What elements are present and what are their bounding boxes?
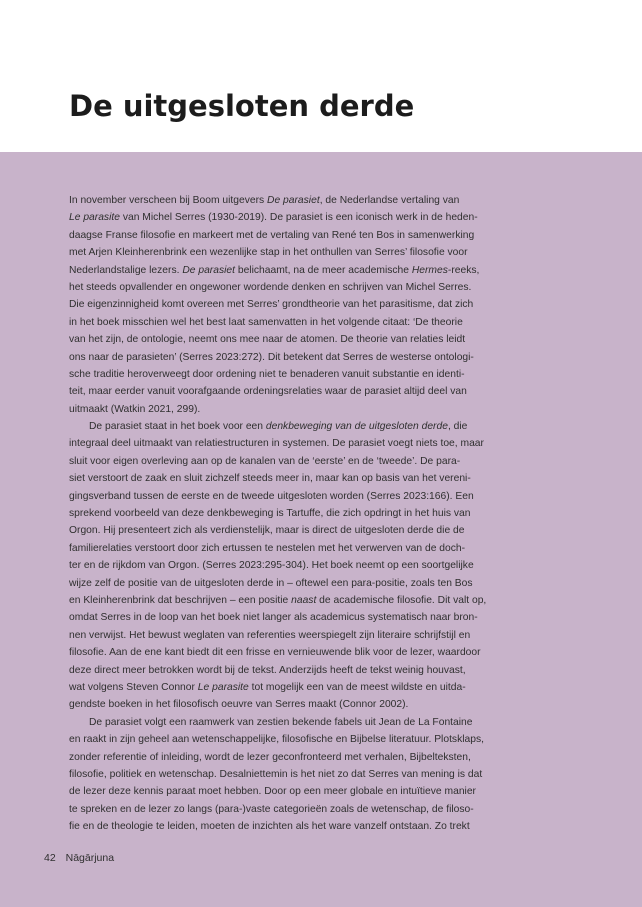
text-line: omdat Serres in de loop van het boek niet langer als academicus systematisch naar bron- xyxy=(69,612,478,624)
page-footer xyxy=(44,852,121,864)
text-line: de lezer deze kennis paraat moet hebben. Door op een meer globale en intuïtieve manier xyxy=(69,786,476,798)
text-line: sche traditie heroverweegt door ordening niet te benaderen vanuit substantie en identi- xyxy=(69,368,465,380)
article-body xyxy=(69,192,579,835)
text-line: sluit voor eigen overleving aan op de kanalen van de ‘eerste’ en de ‘tweede’. De para- xyxy=(69,455,461,467)
text-line: sprekend voorbeeld van deze denkbeweging is Tartuffe, die zich opdringt in het huis van xyxy=(69,508,471,520)
text-line: filosofie, politiek en wetenschap. Desalniettemin is het niet zo dat Serres van mening is dat xyxy=(69,768,483,780)
running-head: Nāgārjuna xyxy=(65,852,115,864)
text-line: te spreken en de lezer zo langs (para-)vaste categorieën zoals de wetenschap, de filoso- xyxy=(69,803,474,815)
title-band xyxy=(0,0,642,152)
text-line: in het boek misschien wel het best laat samenvatten in het volgende citaat: ‘De theorie xyxy=(69,316,463,328)
text-line: siet verstoort de zaak en sluit zichzelf steeds meer in, maar kan op basis van het vereni- xyxy=(69,473,471,485)
text-line: teit, maar eerder vanuit voorafgaande ordeningsrelaties waar de parasiet altijd deel van xyxy=(69,386,467,398)
text-line: en Kleinherenbrink dat beschrijven – een positie naast de academische filosofie. Dit valt op, xyxy=(69,594,487,606)
text-line: fie en de theologie te leiden, moeten de inzichten als het ware vanzelf ontstaan. Zo trekt xyxy=(69,821,470,833)
text-line: uitmaakt (Watkin 2021, 299). xyxy=(69,403,201,415)
page-title: De uitgesloten derde xyxy=(69,89,415,123)
text-line: en raakt in zijn geheel aan wetenschappelijke, filosofische en Bijbelse literatuur. Plotsklaps, xyxy=(69,734,484,746)
text-line: wijze zelf de positie van de uitgesloten derde in – oftewel een para-positie, zoals ten Bos xyxy=(69,577,473,589)
text-line: wat volgens Steven Connor Le parasite tot mogelijk een van de meest wildste en uitda- xyxy=(69,681,466,693)
text-line: deze direct meer betrokken wordt bij de tekst. Anderzijds heeft de tekst weinig houvast, xyxy=(69,664,466,676)
page-number: 42 xyxy=(44,852,56,864)
text-line: Orgon. Hij presenteert zich als verdienstelijk, maar is direct de uitgesloten derde die de xyxy=(69,525,465,537)
text-line: nen verwijst. Het bewust weglaten van referenties weerspiegelt zijn literaire schrijfstijl en xyxy=(69,629,471,641)
text-line: ter en de rijkdom van Orgon. (Serres 2023:295-304). Het boek neemt op een soortgelijke xyxy=(69,560,474,572)
text-line: van het zijn, de ontologie, neemt ons mee naar de atomen. De theorie van relaties leidt xyxy=(69,334,466,346)
text-line: met Arjen Kleinherenbrink een wezenlijke stap in het onthullen van Serres’ filosofie voor xyxy=(69,247,468,259)
text-line: Die eigenzinnigheid komt overeen met Serres’ grondtheorie van het parasitisme, dat zich xyxy=(69,299,474,311)
text-line: daagse Franse filosofie en markeert met de vertaling van René ten Bos in samenwerking xyxy=(69,229,475,241)
text-line: filosofie. Aan de ene kant biedt dit een frisse en vernieuwende blik voor de lezer, waardoor xyxy=(69,647,481,659)
text-line: De parasiet staat in het boek voor een denkbeweging van de uitgesloten derde, die xyxy=(89,421,468,433)
text-line: familierelaties verstoort door zich ertussen te nestelen met het verwerven van de doch- xyxy=(69,542,466,554)
text-line: ons naar de parasieten’ (Serres 2023:272). Dit betekent dat Serres de westerse ontologi- xyxy=(69,351,474,363)
text-line: gendste boeken in het filosofisch oeuvre van Serres maakt (Connor 2002). xyxy=(69,699,409,711)
text-line: Nederlandstalige lezers. De parasiet belichaamt, na de meer academische Hermes-reeks, xyxy=(69,264,480,276)
text-line: De parasiet volgt een raamwerk van zestien bekende fabels uit Jean de La Fontaine xyxy=(89,716,473,728)
text-line: gingsverband tussen de eerste en de tweede uitgesloten worden (Serres 2023:166). Een xyxy=(69,490,474,502)
text-line: zonder referentie of inleiding, wordt de lezer geconfronteerd met verhalen, Bijbelteksten, xyxy=(69,751,471,763)
text-line: integraal deel uitmaakt van relatiestructuren in systemen. De parasiet voegt niets toe, maar xyxy=(69,438,484,450)
text-line: Le parasite van Michel Serres (1930-2019). De parasiet is een iconisch werk in de heden- xyxy=(69,212,478,224)
text-line: het steeds opvallender en ongewoner wordende denken en schrijven van Michel Serres. xyxy=(69,281,472,293)
text-line: In november verscheen bij Boom uitgevers De parasiet, de Nederlandse vertaling van xyxy=(69,195,460,206)
